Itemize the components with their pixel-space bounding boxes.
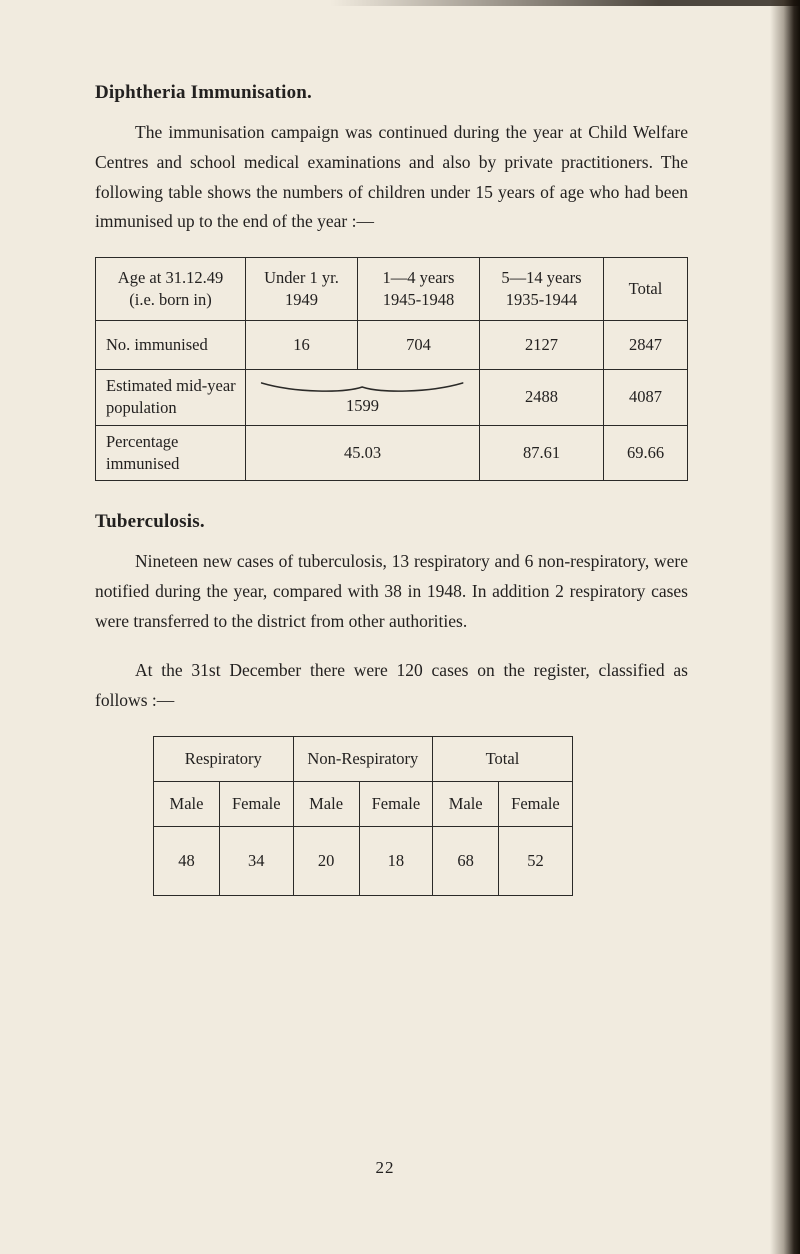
header-total-label: Total bbox=[628, 278, 663, 298]
group-header-total: Total bbox=[433, 736, 573, 781]
cell-immunised-total: 2847 bbox=[604, 321, 688, 370]
cell-immunised-under1: 16 bbox=[246, 321, 358, 370]
header-1-4-years bbox=[358, 258, 480, 321]
cell-total-female: 52 bbox=[499, 826, 573, 895]
row-no-immunised bbox=[96, 321, 688, 370]
header-under-1yr bbox=[246, 258, 358, 321]
cell-population-value: 1599 bbox=[346, 395, 379, 415]
subheader-nonresp-male: Male bbox=[293, 781, 359, 826]
subheader-nonresp-female: Female bbox=[359, 781, 433, 826]
cell-nonresp-male: 20 bbox=[293, 826, 359, 895]
header-514-line1: 5—14 years bbox=[501, 267, 582, 287]
cell-immunised-5-14: 2127 bbox=[480, 321, 604, 370]
immunisation-table bbox=[95, 257, 688, 481]
row-label-no-immunised: No. immunised bbox=[96, 321, 246, 370]
cell-percentage-total: 69.66 bbox=[604, 425, 688, 481]
diphtheria-paragraph: The immunisation campaign was continued during the year at Child Welfare Centres and school medical examinations and also by private practitioners. The following table shows the numbers of children under 15 years of age who had been immunised up to the end of the year :— bbox=[95, 122, 688, 232]
tuberculosis-paragraph-2: At the 31st December there were 120 cases on the register, classified as follows :— bbox=[95, 660, 688, 711]
subheader-resp-female: Female bbox=[220, 781, 294, 826]
header-under1-line2: 1949 bbox=[285, 290, 318, 309]
tb-table-group-header-row bbox=[154, 736, 573, 781]
subheader-resp-male: Male bbox=[154, 781, 220, 826]
group-header-respiratory: Respiratory bbox=[154, 736, 294, 781]
header-age-line1: Age at 31.12.49 bbox=[117, 267, 224, 287]
page-number: 22 bbox=[375, 1158, 395, 1177]
population-merged-inner bbox=[254, 378, 471, 417]
header-under1-line1: Under 1 yr. bbox=[264, 267, 339, 287]
cell-percentage-5-14: 87.61 bbox=[480, 425, 604, 481]
cell-percentage-merged: 45.03 bbox=[246, 425, 480, 481]
header-age-line2: (i.e. born in) bbox=[129, 290, 212, 309]
cell-population-5-14: 2488 bbox=[480, 370, 604, 426]
row-label-percentage: Percentage immunised bbox=[96, 425, 246, 481]
header-14-line2: 1945-1948 bbox=[382, 290, 455, 309]
heading-tuberculosis: Tuberculosis. bbox=[95, 511, 205, 533]
cell-total-male: 68 bbox=[433, 826, 499, 895]
tb-table-values-row bbox=[154, 826, 573, 895]
tuberculosis-paragraph-1: Nineteen new cases of tuberculosis, 13 respiratory and 6 non-respiratory, were notified during the year, compared with 38 in 1948. In addition 2 respiratory cases were transferred to the district from other authorities. bbox=[95, 551, 688, 631]
cell-population-merged bbox=[246, 370, 480, 426]
header-5-14-years bbox=[480, 258, 604, 321]
header-age-at bbox=[96, 258, 246, 321]
tb-table-subheader-row bbox=[154, 781, 573, 826]
cell-immunised-1-4: 704 bbox=[358, 321, 480, 370]
cell-resp-male: 48 bbox=[154, 826, 220, 895]
header-total bbox=[604, 258, 688, 321]
cell-resp-female: 34 bbox=[220, 826, 294, 895]
group-header-non-respiratory: Non-Respiratory bbox=[293, 736, 433, 781]
cell-population-total: 4087 bbox=[604, 370, 688, 426]
subheader-total-male: Male bbox=[433, 781, 499, 826]
row-label-population: Estimated mid-year population bbox=[96, 370, 246, 426]
cell-nonresp-female: 18 bbox=[359, 826, 433, 895]
header-514-line2: 1935-1944 bbox=[505, 290, 578, 309]
row-percentage bbox=[96, 425, 688, 481]
tb-register-table bbox=[153, 736, 573, 896]
header-14-line1: 1—4 years bbox=[382, 267, 455, 287]
brace-icon bbox=[258, 380, 466, 394]
row-population bbox=[96, 370, 688, 426]
heading-diphtheria-immunisation: Diphtheria Immunisation. bbox=[95, 82, 313, 103]
immunisation-table-header-row bbox=[96, 258, 688, 321]
subheader-total-female: Female bbox=[499, 781, 573, 826]
